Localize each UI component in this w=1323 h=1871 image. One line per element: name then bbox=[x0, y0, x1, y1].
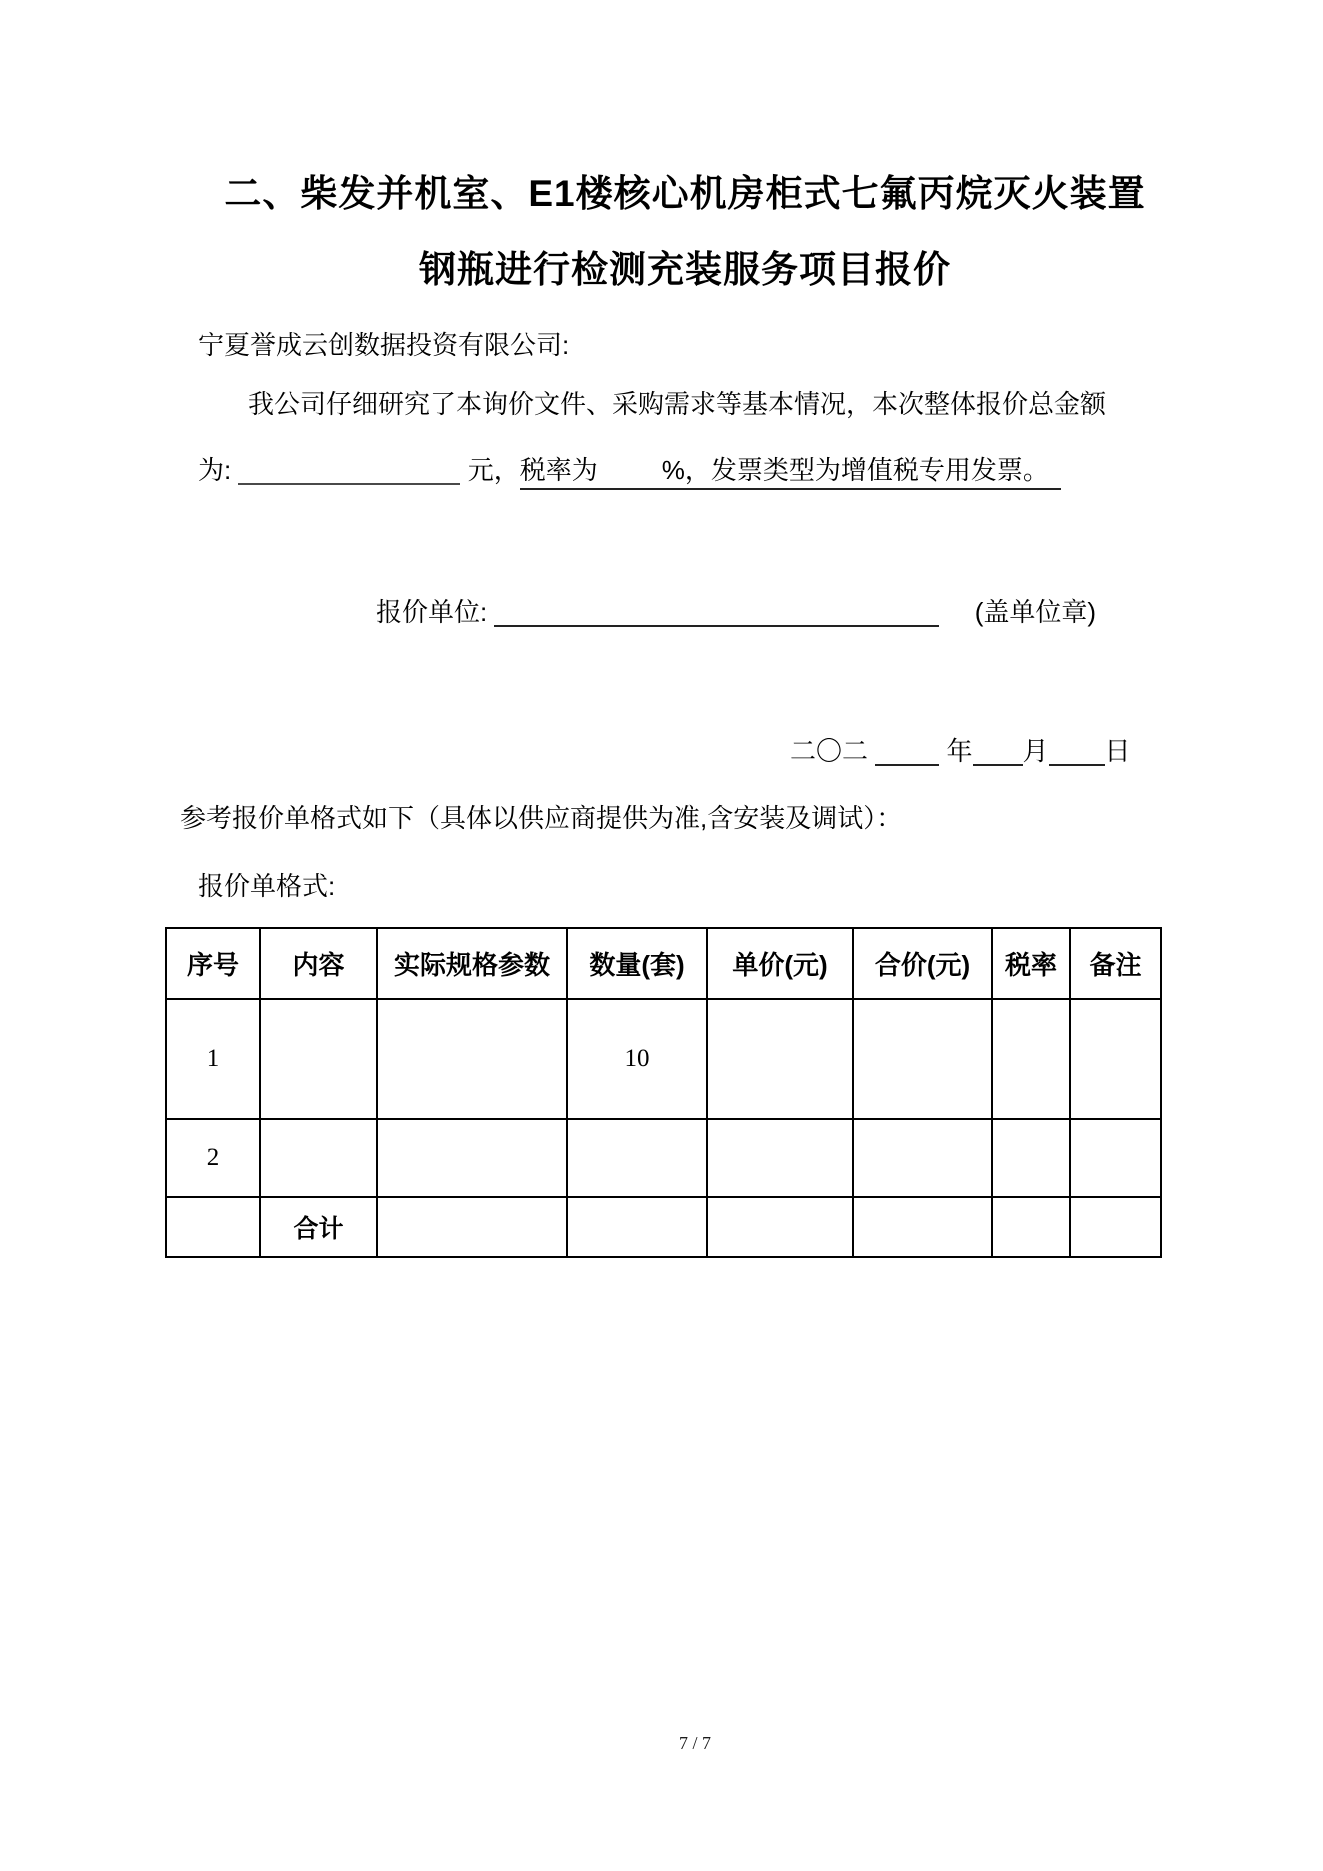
quote-unit-blank-line bbox=[494, 599, 939, 627]
seal-note: (盖单位章) bbox=[974, 597, 1097, 627]
cell-quantity bbox=[567, 1119, 707, 1197]
date-day-label: 日 bbox=[1104, 736, 1131, 766]
invoice-type-text: %，发票类型为增值税专用发票。 bbox=[661, 455, 1049, 485]
cell-total-label: 合计 bbox=[260, 1197, 377, 1257]
quote-unit-line bbox=[376, 597, 1096, 628]
amount-blank-line bbox=[238, 457, 460, 485]
cell-unit-price bbox=[707, 999, 853, 1119]
cell-total-price bbox=[853, 999, 992, 1119]
amount-unit: 元， bbox=[467, 455, 520, 485]
cell-unit-price bbox=[707, 1119, 853, 1197]
cell-remark bbox=[1070, 1197, 1161, 1257]
tax-and-invoice-segment bbox=[520, 455, 1061, 490]
cell-spec bbox=[377, 999, 567, 1119]
cell-content bbox=[260, 1119, 377, 1197]
col-header-content: 内容 bbox=[260, 928, 377, 999]
cell-spec bbox=[377, 1197, 567, 1257]
addressee-line: 宁夏誉成云创数据投资有限公司: bbox=[198, 330, 570, 360]
cell-tax-rate bbox=[992, 1119, 1070, 1197]
col-header-remark: 备注 bbox=[1070, 928, 1161, 999]
cell-total-price bbox=[853, 1119, 992, 1197]
cell-remark bbox=[1070, 999, 1161, 1119]
intro-paragraph-line1: 我公司仔细研究了本询价文件、采购需求等基本情况，本次整体报价总金额 bbox=[248, 389, 1107, 419]
table-row-1 bbox=[166, 999, 1161, 1119]
amount-line bbox=[198, 455, 1061, 486]
date-prefix: 二〇二 bbox=[790, 736, 869, 766]
cell-remark bbox=[1070, 1119, 1161, 1197]
date-month-label: 月 bbox=[1022, 736, 1049, 766]
col-header-total-price: 合价(元) bbox=[853, 928, 992, 999]
col-header-tax-rate: 税率 bbox=[992, 928, 1070, 999]
cell-tax-rate bbox=[992, 999, 1070, 1119]
quote-unit-label: 报价单位: bbox=[376, 597, 488, 627]
table-total-row bbox=[166, 1197, 1161, 1257]
quote-table-label: 报价单格式: bbox=[198, 871, 336, 901]
date-line bbox=[790, 736, 1131, 767]
cell-total-price bbox=[853, 1197, 992, 1257]
cell-unit-price bbox=[707, 1197, 853, 1257]
cell-index bbox=[166, 1197, 260, 1257]
table-row-2 bbox=[166, 1119, 1161, 1197]
cell-quantity bbox=[567, 1197, 707, 1257]
cell-tax-rate bbox=[992, 1197, 1070, 1257]
cell-index: 1 bbox=[166, 999, 260, 1119]
page-number: 7 / 7 bbox=[678, 1733, 711, 1753]
tax-rate-blank bbox=[598, 477, 662, 479]
cell-spec bbox=[377, 1119, 567, 1197]
cell-index: 2 bbox=[166, 1119, 260, 1197]
reference-note: 参考报价单格式如下（具体以供应商提供为准,含安装及调试）： bbox=[180, 803, 903, 833]
date-month-blank bbox=[973, 738, 1023, 766]
col-header-spec: 实际规格参数 bbox=[377, 928, 567, 999]
date-year-label: 年 bbox=[946, 736, 973, 766]
cell-content bbox=[260, 999, 377, 1119]
col-header-quantity: 数量(套) bbox=[567, 928, 707, 999]
col-header-index: 序号 bbox=[166, 928, 260, 999]
date-day-blank bbox=[1049, 738, 1105, 766]
document-title-line2: 钢瓶进行检测充装服务项目报价 bbox=[419, 249, 951, 290]
date-year-blank bbox=[875, 738, 939, 766]
amount-prefix: 为: bbox=[198, 455, 232, 485]
cell-quantity: 10 bbox=[567, 999, 707, 1119]
quote-table bbox=[165, 927, 1162, 1258]
document-title-line1: 二、柴发并机室、E1楼核心机房柜式七氟丙烷灭火装置 bbox=[224, 173, 1146, 214]
tax-rate-prefix: 税率为 bbox=[519, 455, 598, 485]
col-header-unit-price: 单价(元) bbox=[707, 928, 853, 999]
table-header-row bbox=[166, 928, 1161, 999]
